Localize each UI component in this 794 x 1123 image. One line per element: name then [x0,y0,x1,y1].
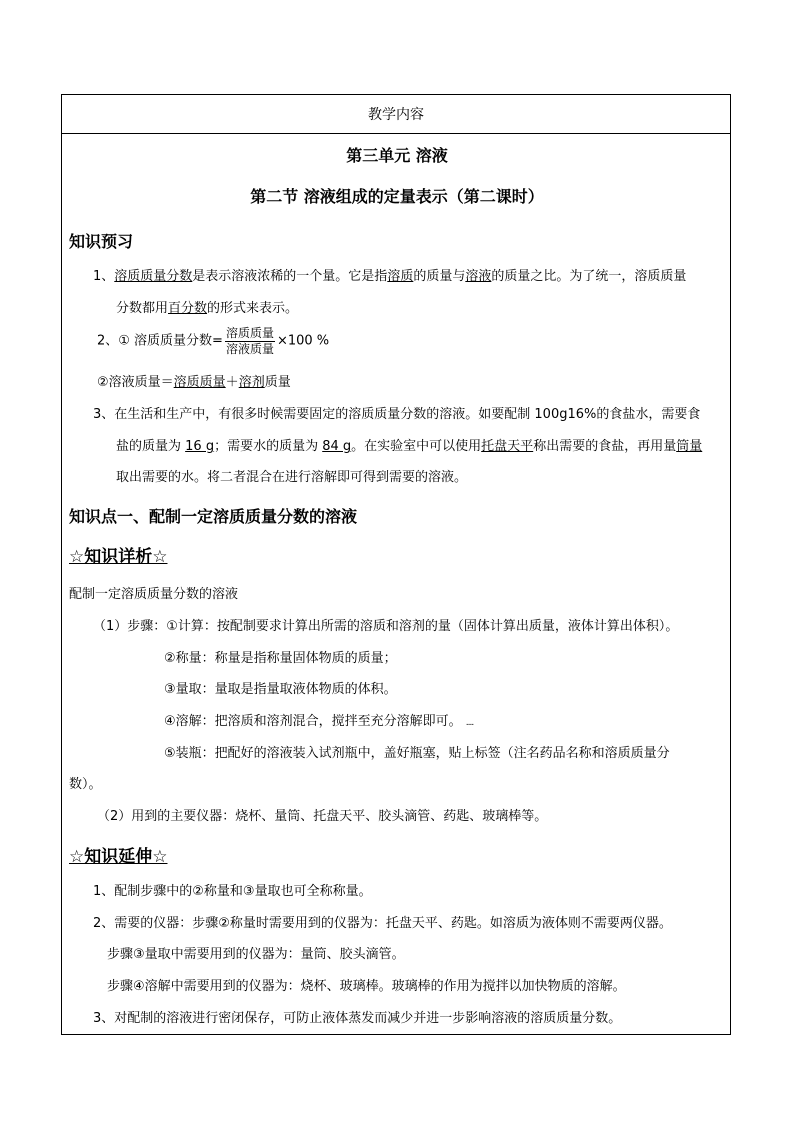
text: 分数都用 [116,301,169,316]
preview-para-3: 3、在生活和生产中，有很多时候需要固定的溶质质量分数的溶液。如要配制 100g16%的食盐水，需要食 [93,407,701,422]
blank-answer: 溶液 [465,269,492,284]
blank-answer: 16 g [185,439,215,454]
extend-3: 步骤③量取中需要用到的仪器为：量筒、胶头滴管。 [107,947,405,962]
text: 的质量之比。为了统一，溶质质量 [491,269,687,284]
fraction [225,326,275,357]
step-1: （1）步骤：①计算：按配制要求计算出所需的溶质和溶剂的量（固体计算出质量，液体计算出体积）。 [93,619,679,634]
extend-5: 3、对配制的溶液进行密闭保存，可防止液体蒸发而减少并进一步影响溶液的溶质质量分数。 [93,1011,622,1026]
step-5: ⑤装瓶：把配好的溶液装入试剂瓶中，盖好瓶塞，贴上标签（注名药品名称和溶质质量分 [164,746,670,761]
instruments: （2）用到的主要仪器：烧杯、量筒、托盘天平、胶头滴管、药匙、玻璃棒等。 [97,809,548,824]
fraction-numerator: 溶质质量 [225,326,274,340]
text: ④溶解：把溶质和溶剂混合，搅拌至充分溶解即可。 [164,714,462,729]
blank-answer: 百分数 [168,301,208,316]
step-4 [164,714,473,731]
step-2: ②称量：称量是指称量固体物质的质量； [164,651,397,666]
blank-answer: 溶质质量 [173,375,226,390]
text: 的形式来表示。 [207,301,299,316]
text: 1、 [93,269,115,284]
text: 的质量与 [413,269,466,284]
text: 是表示溶液浓稀的一个量。它是指 [192,269,388,284]
preview-para-3-cont [116,439,702,455]
point1-heading: 知识点一、配制一定溶质质量分数的溶液 [69,507,358,526]
step-5-cont: 数）。 [69,777,102,792]
blank-answer: 筒量 [676,439,703,454]
blank-answer: 84 g [322,439,352,454]
text: 质量 [264,375,291,390]
formula-mass-fraction [97,326,329,357]
step-3: ③量取：量取是指量取液体物质的体积。 [164,682,397,697]
fraction-denominator: 溶液质量 [225,342,274,356]
extend-4: 步骤④溶解中需要用到的仪器为：烧杯、玻璃棒。玻璃棒的作用为搅拌以加快物质的溶解。 [107,979,626,994]
extend-1: 1、配制步骤中的②称量和③量取也可全称称量。 [93,884,372,899]
detail-heading: ☆知识详析☆ [69,547,168,567]
text: 盐的质量为 [116,439,186,454]
table-header: 教学内容 [62,95,730,134]
text: ；需要水的质量为 [214,439,323,454]
preview-para-1-cont [116,301,298,317]
text: 。在实验室中可以使用 [351,439,482,454]
blank-answer: 溶质 [387,269,414,284]
preview-heading: 知识预习 [69,232,134,251]
dots: .... [465,718,474,728]
text: ②溶液质量＝ [97,375,174,390]
preview-para-1 [93,269,686,285]
blank-answer: 托盘天平 [481,439,534,454]
extend-heading: ☆知识延伸☆ [69,847,168,867]
blank-answer: 溶剂 [238,375,265,390]
preview-para-3-end: 取出需要的水。将二者混合在进行溶解即可得到需要的溶液。 [116,470,468,485]
unit-title: 第三单元 溶液 [346,146,448,165]
point1-intro: 配制一定溶质质量分数的溶液 [69,587,239,602]
formula-solution-mass [97,375,291,391]
text: ×100 % [276,333,330,349]
extend-2: 2、需要的仪器：步骤②称量时需要用到的仪器为：托盘天平、药匙。如溶质为液体则不需要两仪器。 [93,916,672,931]
text: ＋ [225,375,239,390]
text: 2、① 溶质质量分数= [97,333,223,349]
section-title: 第二节 溶液组成的定量表示（第二课时） [250,187,544,206]
text: 称出需要的食盐，再用量 [533,439,677,454]
blank-answer: 溶质质量分数 [114,269,193,284]
